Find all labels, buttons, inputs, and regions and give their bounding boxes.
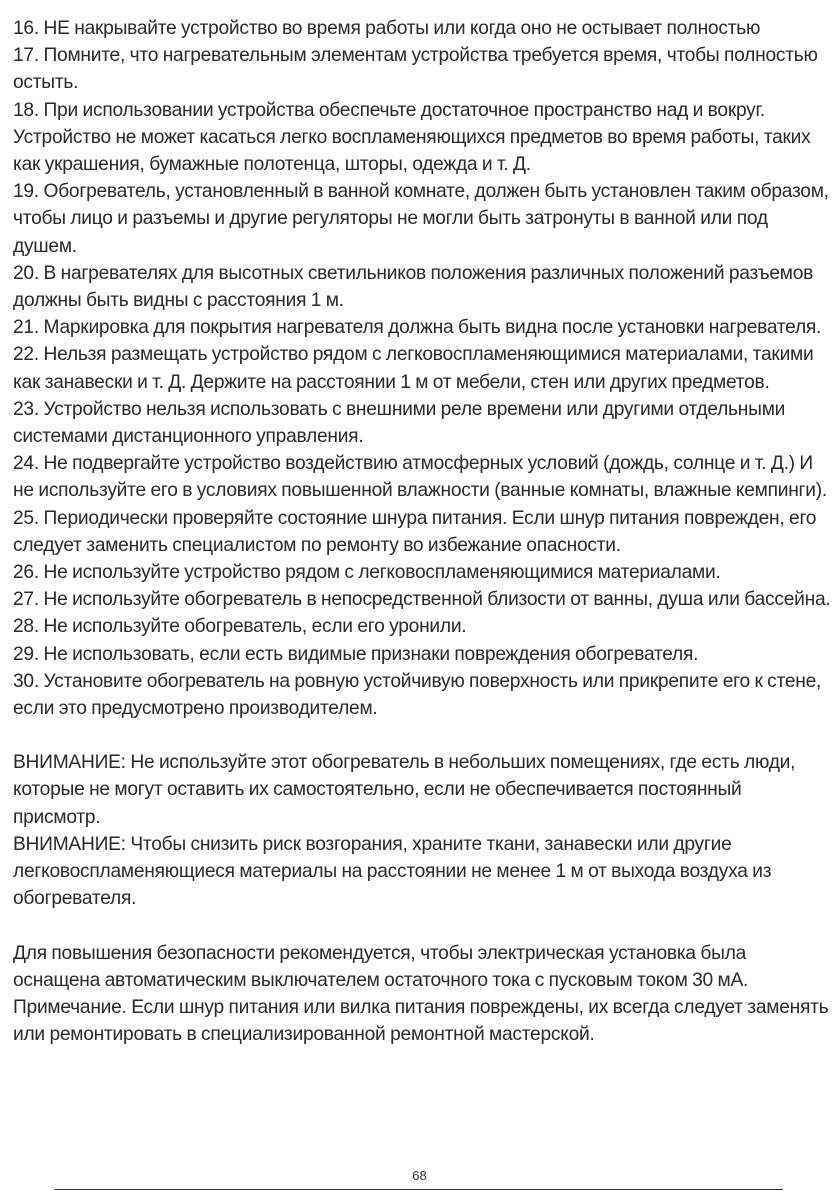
paragraph-gap — [13, 913, 833, 940]
paragraph-gap — [13, 722, 833, 749]
note-power-cord-repair: Примечание. Если шнур питания или вилка питания повреждены, их всегда следует заменять или ремонтировать в специализированной ремонтной мастерской. — [13, 996, 829, 1046]
safety-item-20: 20. В нагревателях для высотных светильников положения различных положений разъемов должны быть видны с расстояния 1 м. — [13, 262, 814, 312]
warning-small-rooms: ВНИМАНИЕ: Не используйте этот обогреватель в небольших помещениях, где есть люди, которые не могут оставить их самостоятельно, если не обеспечивается постоянный присмотр. — [13, 752, 796, 828]
safety-item-28: 28. Не используйте обогреватель, если его уронили. — [13, 616, 467, 638]
safety-item-16: 16. НЕ накрывайте устройство во время работы или когда оно не остывает полностью — [13, 18, 761, 39]
safety-item-23: 23. Устройство нельзя использовать с внешними реле времени или другими отдельными системами дистанционного управления. — [13, 398, 786, 448]
safety-item-27: 27. Не используйте обогреватель в непосредственной близости от ванны, душа или бассейна. — [13, 589, 831, 611]
safety-item-21: 21. Маркировка для покрытия нагревателя должна быть видна после установки нагревателя. — [13, 317, 822, 339]
safety-item-29: 29. Не использовать, если есть видимые признаки повреждения обогревателя. — [13, 643, 699, 665]
safety-item-19: 19. Обогреватель, установленный в ванной комнате, должен быть установлен таким образом, чтобы лицо и разъемы и другие регуляторы не могли быть затронуты в ванной или под душем. — [13, 181, 829, 257]
safety-item-18: 18. При использовании устройства обеспечьте достаточное пространство над и вокруг. Устройство не может касаться легко воспламеняющихся предметов во время работы, таких как украшения, бумажные полотенца, шторы, одежда и т. Д. — [13, 99, 811, 176]
safety-item-24: 24. Не подвергайте устройство воздействию атмосферных условий (дождь, солнце и т. Д.) И не используйте его в условиях повышенной влажности (ванные комнаты, влажные кемпинги). — [13, 453, 827, 502]
safety-item-26: 26. Не используйте устройство рядом с легковоспламеняющимися материалами. — [13, 562, 721, 584]
safety-item-25: 25. Периодически проверяйте состояние шнура питания. Если шнур питания поврежден, его следует заменить специалистом по ремонту во избежание опасности. — [13, 507, 817, 556]
safety-item-17: 17. Помните, что нагревательным элементам устройства требуется время, чтобы полностью остыть. — [13, 45, 818, 94]
footer-divider — [55, 1189, 783, 1190]
safety-item-30: 30. Установите обогреватель на ровную устойчивую поверхность или прикрепите его к стене, если это предусмотрено производителем. — [13, 670, 822, 720]
note-rcd-recommendation: Для повышения безопасности рекомендуется, чтобы электрическая установка была оснащена автоматическим выключателем остаточного тока с пусковым током 30 мА. — [13, 942, 749, 991]
safety-item-22: 22. Нельзя размещать устройство рядом с легковоспламеняющимися материалами, такими как занавески и т. Д. Держите на расстоянии 1 м от мебели, стен или других предметов. — [13, 344, 814, 393]
warning-fire-risk: ВНИМАНИЕ: Чтобы снизить риск возгорания, храните ткани, занавески или другие легковоспламеняющиеся материалы на расстоянии не менее 1 м от выхода воздуха из обогревателя. — [13, 833, 772, 910]
page-number: 68 — [412, 1168, 427, 1183]
document-body — [13, 15, 833, 1048]
